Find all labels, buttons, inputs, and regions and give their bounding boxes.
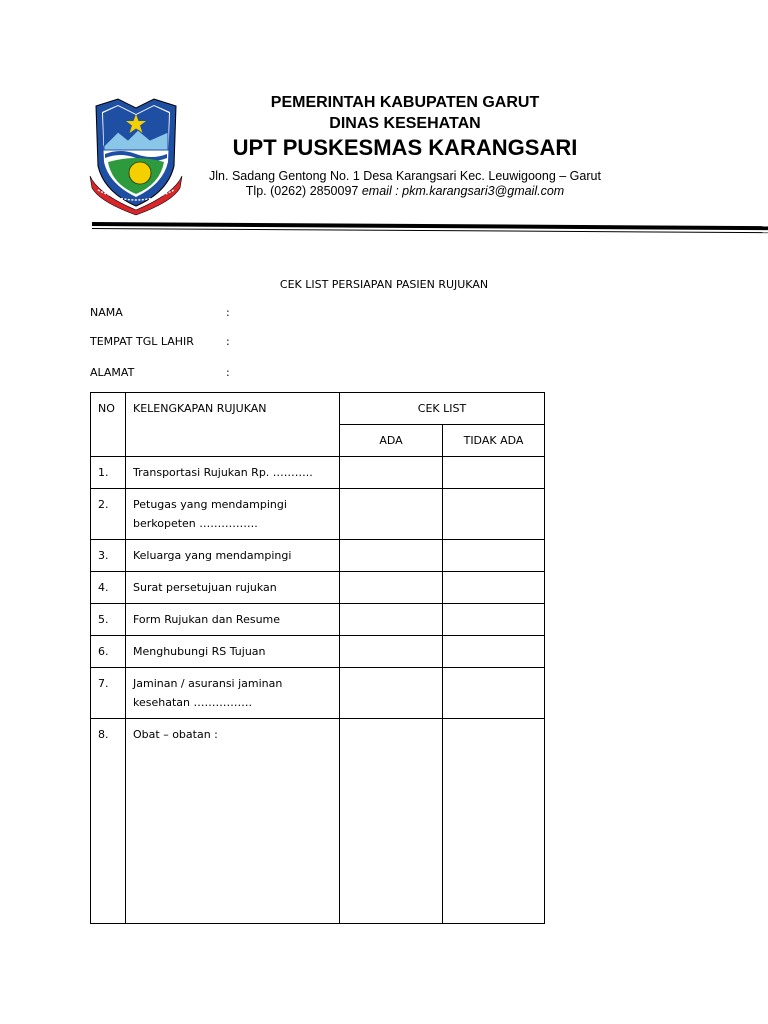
checkbox-ada[interactable]	[340, 572, 443, 604]
table-row	[91, 540, 545, 572]
row-item-line: Jaminan / asuransi jaminan	[133, 677, 283, 690]
checkbox-tidak-ada[interactable]	[443, 540, 545, 572]
field-colon: :	[226, 335, 230, 348]
sun-icon	[129, 162, 151, 184]
row-no: 7.	[91, 668, 126, 719]
row-item-line: kesehatan …………….	[133, 696, 252, 709]
checkbox-tidak-ada[interactable]	[443, 668, 545, 719]
document-title: CEK LIST PERSIAPAN PASIEN RUJUKAN	[279, 278, 489, 291]
table-row	[91, 457, 545, 489]
checkbox-ada[interactable]	[340, 489, 443, 540]
field-label: TEMPAT TGL LAHIR	[90, 335, 194, 348]
header-phone: Tlp. (0262) 2850097	[245, 184, 359, 198]
row-item-line: Form Rujukan dan Resume	[133, 613, 281, 626]
header-address: Jln. Sadang Gentong No. 1 Desa Karangsari Kec. Leuwigoong – Garut	[209, 169, 601, 183]
row-item	[126, 719, 340, 924]
row-item	[126, 636, 340, 668]
header-agency: DINAS KESEHATAN	[329, 115, 481, 132]
row-no: 1.	[91, 457, 126, 489]
row-item	[126, 489, 340, 540]
header-tidak-ada: TIDAK ADA	[443, 425, 545, 457]
row-no: 2.	[91, 489, 126, 540]
row-item	[126, 604, 340, 636]
header-email: email : pkm.karangsari3@gmail.com	[361, 184, 565, 198]
table-row	[91, 604, 545, 636]
row-no: 6.	[91, 636, 126, 668]
checkbox-tidak-ada[interactable]	[443, 457, 545, 489]
row-item-line: Surat persetujuan rujukan	[133, 581, 277, 594]
row-item	[126, 540, 340, 572]
header-ceklist: CEK LIST	[340, 393, 545, 425]
checkbox-ada[interactable]	[340, 636, 443, 668]
checkbox-ada[interactable]	[340, 668, 443, 719]
kabupaten-garut-logo	[88, 96, 184, 216]
checkbox-ada[interactable]	[340, 540, 443, 572]
header-kelengkapan: KELENGKAPAN RUJUKAN	[126, 393, 340, 457]
row-no: 3.	[91, 540, 126, 572]
header-no: NO	[91, 393, 126, 457]
header-contact	[190, 184, 620, 198]
row-no: 4.	[91, 572, 126, 604]
row-no: 8.	[91, 719, 126, 924]
field-nama	[90, 306, 230, 319]
field-label: ALAMAT	[90, 366, 135, 379]
field-label: NAMA	[90, 306, 123, 319]
row-no: 5.	[91, 604, 126, 636]
checkbox-ada[interactable]	[340, 604, 443, 636]
checkbox-tidak-ada[interactable]	[443, 489, 545, 540]
header-government: PEMERINTAH KABUPATEN GARUT	[270, 94, 540, 111]
row-item-line: Petugas yang mendampingi	[133, 498, 287, 511]
row-item-line: Transportasi Rujukan Rp. ………..	[133, 466, 313, 479]
table-row	[91, 668, 545, 719]
table-row	[91, 636, 545, 668]
row-item	[126, 457, 340, 489]
table-row	[91, 489, 545, 540]
checkbox-tidak-ada[interactable]	[443, 719, 545, 924]
checkbox-tidak-ada[interactable]	[443, 636, 545, 668]
row-item-line: Menghubungi RS Tujuan	[133, 645, 266, 658]
checkbox-tidak-ada[interactable]	[443, 572, 545, 604]
checkbox-ada[interactable]	[340, 719, 443, 924]
row-item	[126, 668, 340, 719]
row-item	[126, 572, 340, 604]
field-colon: :	[226, 366, 230, 379]
field-tempat-tgl-lahir	[90, 335, 230, 348]
header-ada: ADA	[340, 425, 443, 457]
row-item-line: berkopeten …………….	[133, 517, 258, 530]
table-row	[91, 572, 545, 604]
field-colon: :	[226, 306, 230, 319]
field-alamat	[90, 366, 230, 379]
row-item-line: Obat – obatan :	[133, 728, 218, 741]
checkbox-ada[interactable]	[340, 457, 443, 489]
checkbox-tidak-ada[interactable]	[443, 604, 545, 636]
table-row	[91, 719, 545, 924]
header-puskesmas: UPT PUSKESMAS KARANGSARI	[232, 135, 578, 160]
checklist-table	[90, 392, 545, 924]
table-header-row	[91, 393, 545, 425]
row-item-line: Keluarga yang mendampingi	[133, 549, 292, 562]
